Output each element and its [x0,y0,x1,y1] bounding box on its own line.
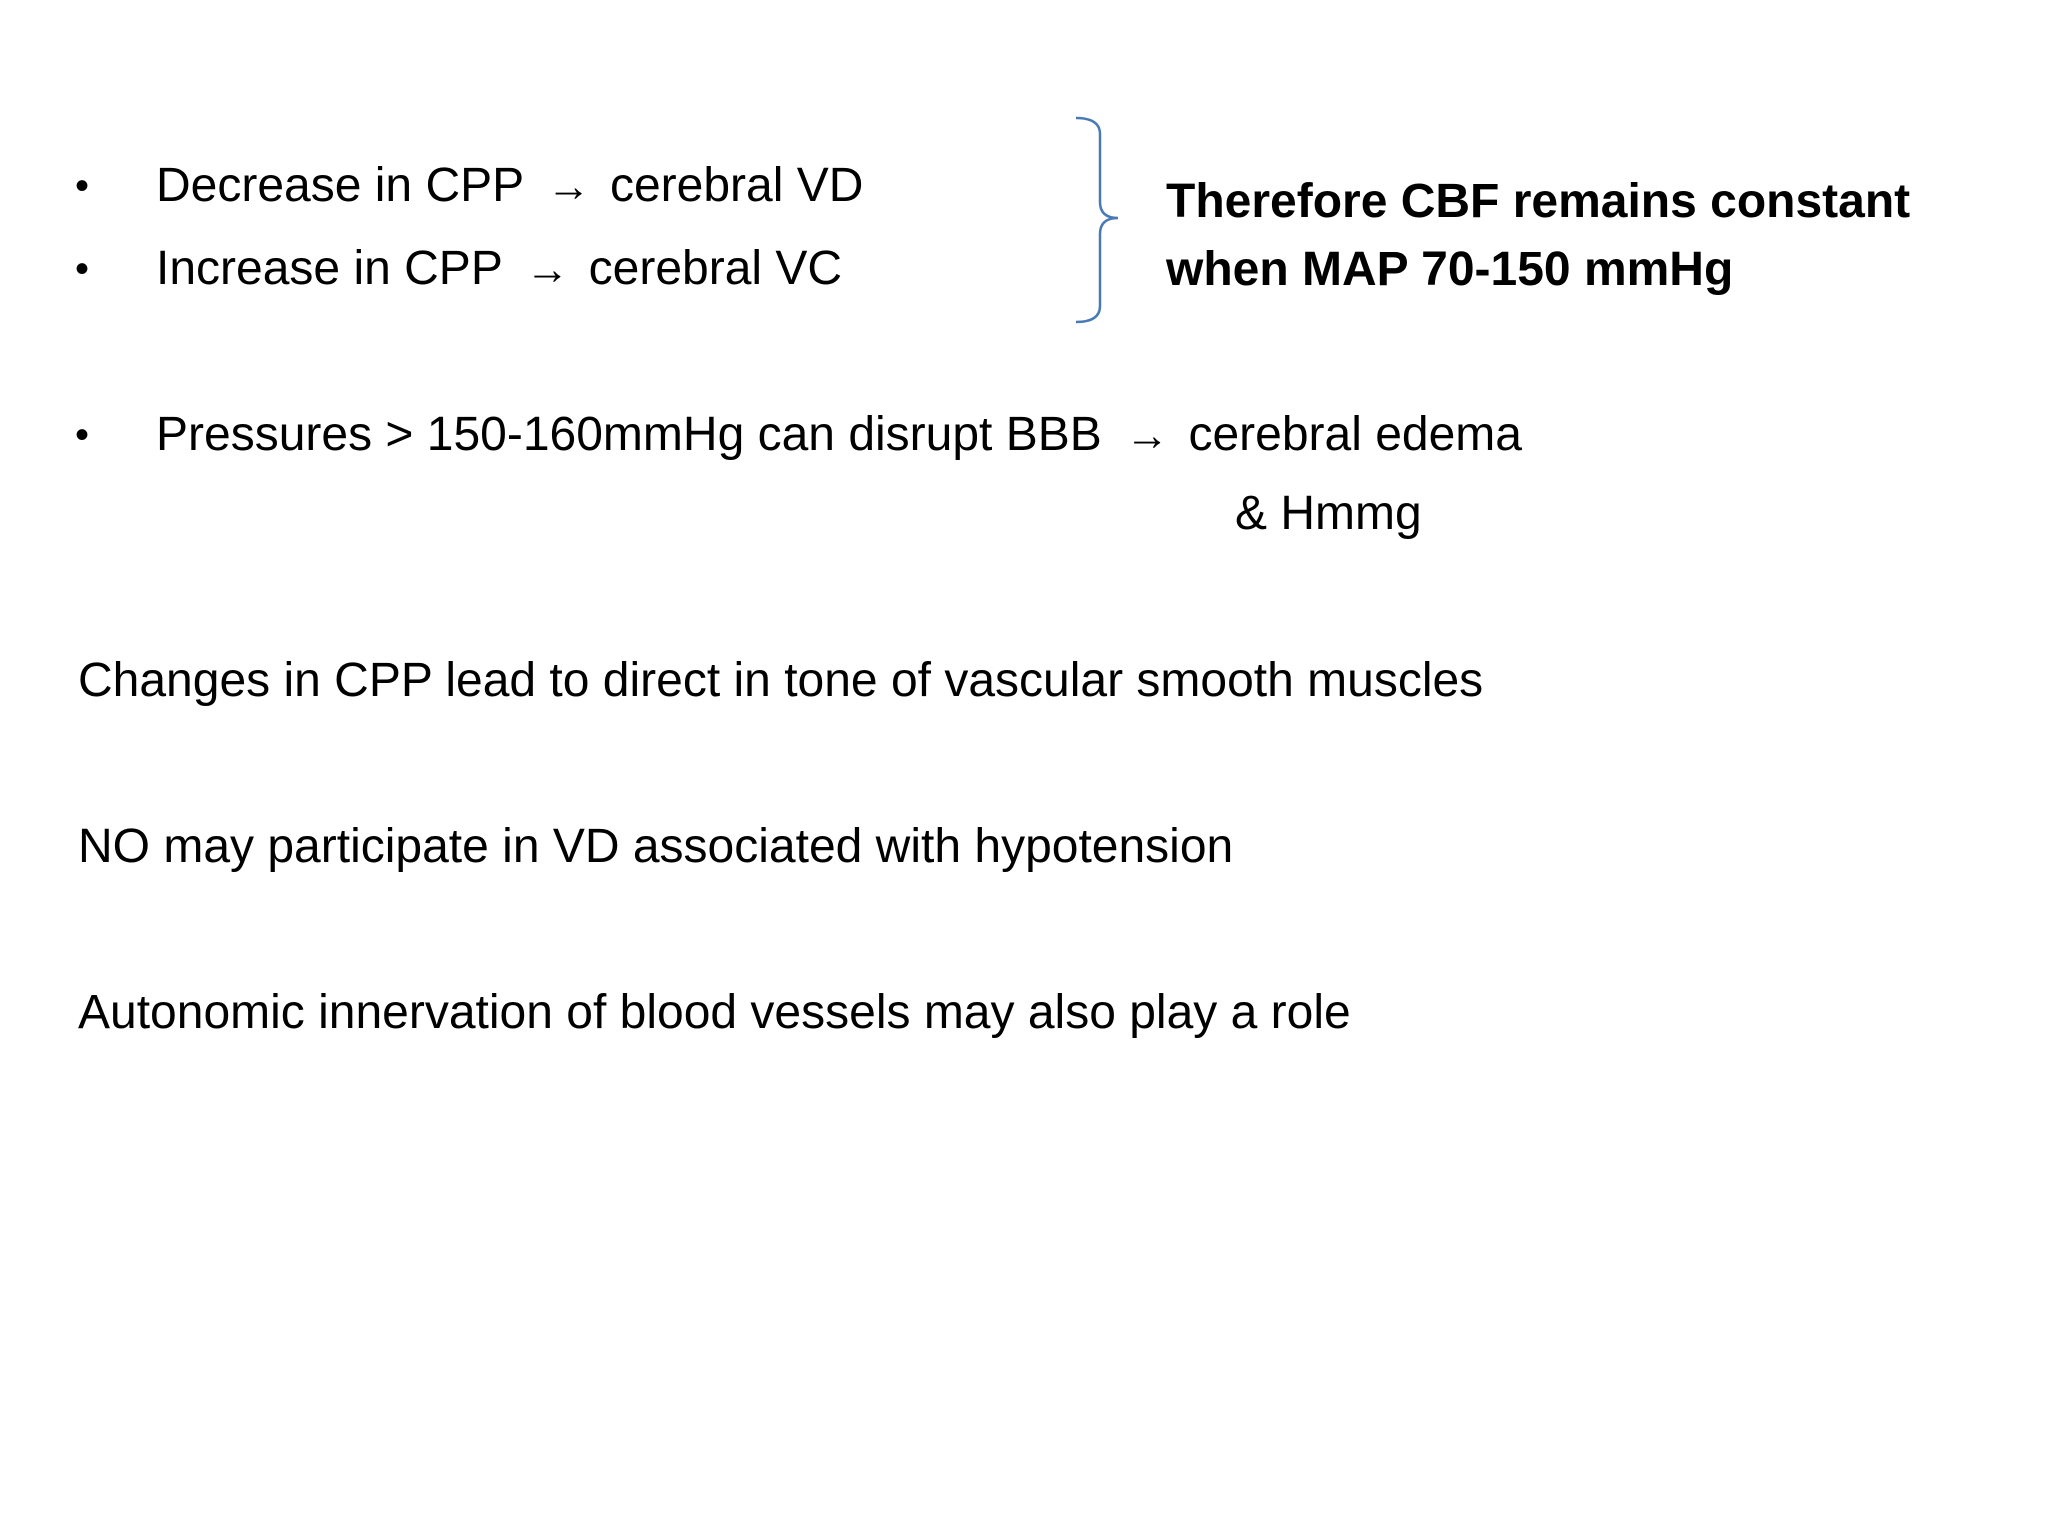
bullet-dot: • [75,247,90,291]
bullet-text-before: Pressures > 150-160mmHg can disrupt BBB [156,408,1102,461]
right-brace-icon [1070,114,1120,326]
bullet-text [156,240,842,299]
conclusion-line-1: Therefore CBF remains constant [1166,175,1911,228]
conclusion-line-2: when MAP 70-150 mmHg [1166,243,1734,296]
right-arrow-icon: → [525,245,570,294]
bullet-dot: • [75,164,90,208]
right-arrow-icon: → [1125,411,1170,460]
bullet-text-before: Decrease in CPP [156,159,524,212]
paragraph-cpp-changes: Changes in CPP lead to direct in tone of vascular smooth muscles [78,654,1484,707]
paragraph-autonomic: Autonomic innervation of blood vessels may also play a role [78,986,1351,1039]
bullet-text-after: cerebral edema [1188,408,1522,461]
bullet-dot: • [75,413,90,457]
bullet-text-before: Increase in CPP [156,242,502,295]
bullet-text [156,157,863,216]
paragraph-no-vd: NO may participate in VD associated with hypotension [78,820,1234,873]
conclusion-text [1166,168,1910,304]
bullet-continuation: & Hmmg [1235,487,1422,540]
bullet-text [156,406,1522,465]
bullet-text-after: cerebral VC [588,242,843,295]
right-arrow-icon: → [546,162,591,211]
bullet-text-after: cerebral VD [609,159,864,212]
